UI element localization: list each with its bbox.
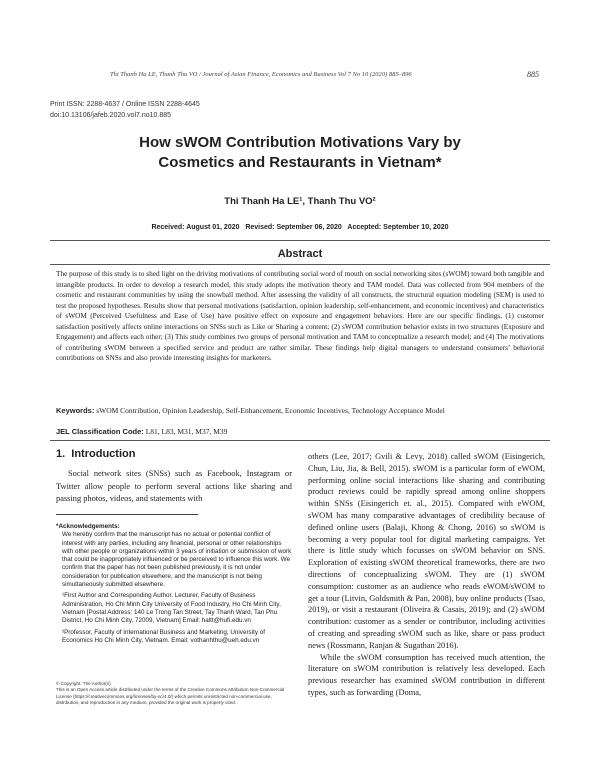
jel-classification-line — [56, 427, 544, 436]
keywords-line — [56, 406, 544, 415]
issn-block — [50, 99, 200, 121]
page-number: 885 — [527, 70, 539, 79]
paper-title-line-1: How sWOM Contribution Motivations Vary by — [139, 134, 461, 151]
doi-line: doi:10.13106/jafeb.2020.vol7.no10.885 — [50, 112, 172, 119]
introduction-left-column-text: Social network sites (SNSs) such as Facebook, Instagram or Twitter allow people to perform several actions like sharing and passing photos, videos, and statements with — [56, 469, 292, 503]
jel-label: JEL Classification Code: — [56, 427, 144, 436]
right-column-paragraph-1: others (Lee, 2017; Gvili & Levy, 2018) called sWOM (Eisingerich, Chun, Liu, Jia, & Bell, 2015). sWOM is a particular form of eWOM, performing online social interactions like sharing and contributing product reviews could be rapidly spread among online shoppers within SNSs (Eisingerich et. al., 2015). Compared with eWOM, sWOM has many comparative advantages of credibility because of defined online users (Balaji, Khong & Chong, 2016) so sWOM is becoming a very popular tool for digital marketing campaigns. Yet there is little study which focusses on sWOM behavior on SNS. Exploration of existing sWOM theoretical frameworks, there are two directions of conceptualizing sWOM. They are (1) sWOM consumption: customer as an audience who reads eWOM/sWOM to get a tour (Litvin, Goldsmith & Pan, 2008), buy online products (Tsao, 2019), or visit a restaurant (Oliveira & Casais, 2019); and (2) sWOM contribution: customer as a sender or contributor, including activities of creating and spreading sWOM such as like, share or pass product news (Rossmann, Ranjan & Sugathan 2016). — [308, 452, 545, 650]
footnote-first-author: ¹First Author and Corresponding Author. Lecturer, Faculty of Business Administration, Ho Chi Minh City University of Food Industry, Ho Chi Minh City, Vietnam [Postal Address: 140 Le Trong Tan Street, Tay Thanh Ward, Tan Phu District, Ho Chi Minh City, 72009, Vietnam] Email: haltt@hufi.edu.vn — [62, 592, 281, 625]
footnotes — [56, 523, 292, 645]
footnote-divider — [56, 514, 198, 515]
keywords-label: Keywords: — [56, 406, 95, 415]
right-column-paragraph-2: While the sWOM consumption has received much attention, the literature on sWOM contribution is relatively less developed. Each previous researcher has examined sWOM contribution in different types, such as forwarding (Doma, — [308, 652, 545, 697]
copyright-notice — [56, 681, 292, 706]
abstract-heading-divider — [50, 264, 550, 265]
jel-value: L81, L83, M31, M37, M39 — [143, 427, 228, 436]
abstract-heading: Abstract — [277, 248, 323, 260]
copyright-line: © Copyright: The Author(s) — [56, 681, 111, 686]
submission-dates: Received: August 01, 2020 Revised: September 06, 2020 Accepted: September 10, 2020 — [151, 224, 449, 231]
section-heading-introduction: 1. Introduction — [56, 448, 136, 460]
running-header: Thi Thanh Ha LE, Thanh Thu VO / Journal of Asian Finance, Economics and Business Vol 7 No 10 (2020) 885–896 — [110, 71, 412, 78]
acknowledgements-text: We hereby confirm that the manuscript has no actual or potential conflict of interest with any parties, including any financial, personal or other relationships with other people or organizations within 3 years of initiation or submission of work that could be inappropriately influenced or be perceived to influence this work. We confirm that the paper has not been published previously, it is not under consideration for publication elsewhere, and the manuscript is not being simultaneously submitted elsewhere. — [62, 531, 292, 589]
footnote-second-author: ²Professor, Faculty of International Business and Marketing, University of Economics Ho Chi Minh City, Vietnam. Email: vothanhthu@ueh.edu.vn — [62, 628, 265, 644]
paper-title-line-2: Cosmetics and Restaurants in Vietnam* — [158, 154, 442, 171]
introduction-right-column-text — [308, 451, 545, 699]
acknowledgements-label: *Acknowledgements: — [56, 523, 120, 530]
abstract-top-divider — [50, 240, 550, 241]
author-list: Thi Thanh Ha LE¹, Thanh Thu VO² — [224, 196, 376, 207]
issn-line: Print ISSN: 2288-4637 / Online ISSN 2288-4645 — [50, 101, 200, 108]
paper-title — [50, 133, 550, 173]
keywords-bottom-divider — [50, 440, 550, 441]
abstract-body: The purpose of this study is to shed light on the driving motivations of contributing social word of mouth on social networking sites (sWOM) toward both tangible and intangible products. In order to develop a research model, this study adopts the motivation theory and TAM model. Data was collected from 904 members of the cosmetic and restaurant communities by using the snowball method. After assessing the validity of all constructs, the structural equation modeling (SEM) is used to test the proposed hypotheses. Results show that personal motivations (satisfaction, opinion leadership, self-enhancement, and economic incentives) and characteristics of sWOM (Perceived Usefulness and Ease of Use) have positive effect on exposure and engagement behaviors. Here are our specific findings, (1) customer satisfaction positively affects online interactions on SNSs such as Like or Sharing a content; (2) sWOM contribution behavior exists in two structures (Exposure and Engagement) and affects each other; (3) This study combines two groups of personal motivation and TAM to conceptualize a research model; and (4) The motivations of contributing sWOM between a specified service and product are rather similar. These findings help digital managers to understand consumers’ behavioral contributions on SNSs and also provide interesting insights for marketers. — [56, 269, 544, 362]
keywords-value: sWOM Contribution, Opinion Leadership, Self-Enhancement, Economic Incentives, Technology Acceptance Model — [94, 406, 445, 415]
license-text: This is an Open Access article distributed under the terms of the Creative Commons Attribution Non-Commercial License (https://creativecommons.org/licenses/by-nc/4.0/) which permits unrestricted non-commercial use, distribution, and reproduction in any medium, provided the original work is properly cited. — [56, 687, 285, 705]
